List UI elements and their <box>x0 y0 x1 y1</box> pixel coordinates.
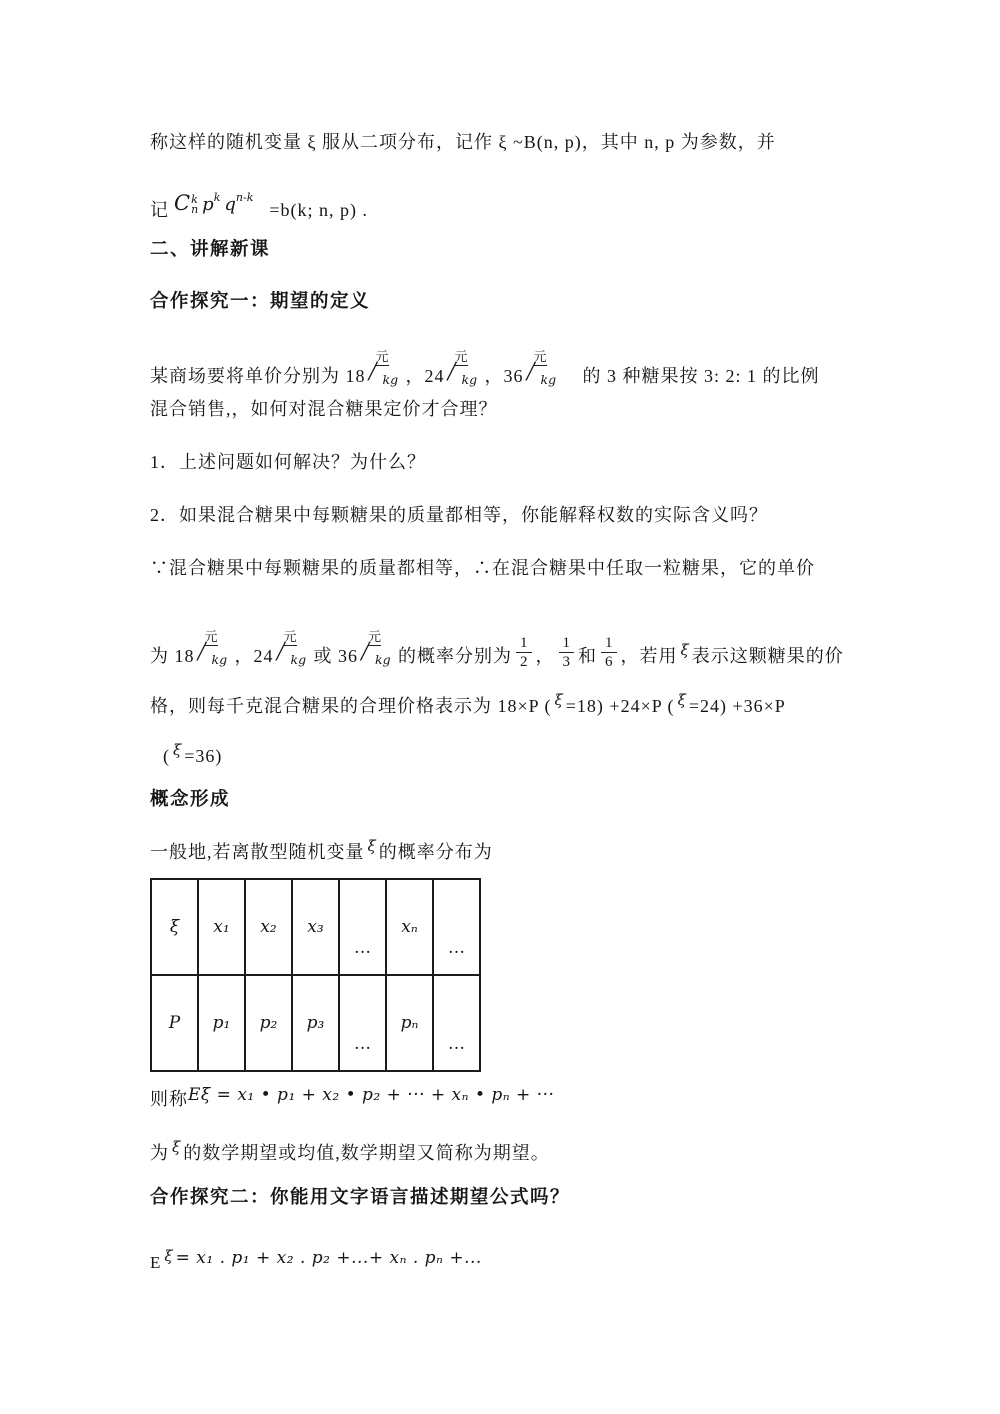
unit-slash: / <box>361 636 369 666</box>
math-C-sub: n <box>191 203 199 216</box>
table-cell-pn: pₙ <box>386 975 433 1071</box>
unit-bottom: kg <box>290 652 307 667</box>
unit-slash: / <box>447 356 456 386</box>
math-C-scripts <box>191 195 198 215</box>
text-line-generally <box>150 834 493 864</box>
fraction-numerator: 1 <box>516 635 532 653</box>
text-candy: 的 3 种糖果按 3: 2: 1 的比例 <box>563 366 820 386</box>
unit-slash: / <box>368 356 377 386</box>
table-cell-ellipsis: … <box>433 879 480 975</box>
unit-top: 元 <box>533 349 547 364</box>
fraction-denominator: 3 <box>562 654 570 670</box>
yuan-per-kg-unit <box>368 350 404 392</box>
fraction-denominator: 2 <box>520 654 528 670</box>
heading-concept-formation: 概念形成 <box>150 789 231 810</box>
text-generally: 一般地,若离散型随机变量 <box>150 842 365 862</box>
text-binomial-suffix: =b(k; n, p) . <box>269 200 369 220</box>
fraction-one-half <box>516 635 532 670</box>
binomial-formula <box>174 191 257 216</box>
expectation-formula-words: = x₁ . p₁ + x₂ . p₂ +...+ xₙ . pₙ +... <box>175 1248 482 1268</box>
unit-top: 元 <box>454 349 468 364</box>
text-then-call: 则称 <box>150 1089 188 1109</box>
xi-symbol: ξ <box>173 741 182 759</box>
table-cell-x2: x₂ <box>245 879 292 975</box>
text-binomial-prefix: 记 <box>150 200 169 220</box>
unit-top: 元 <box>204 629 218 644</box>
text-price: =36) <box>184 746 223 766</box>
table-cell-ellipsis: … <box>339 975 386 1071</box>
table-cell-p2: p₂ <box>245 975 292 1071</box>
probability-distribution-table <box>150 878 481 1072</box>
table-row-values <box>151 879 480 975</box>
text-price: 为 18 <box>150 646 195 666</box>
text-line-expectation-2 <box>150 1244 482 1275</box>
text-line-binomial-1: 称这样的随机变量 ξ 服从二项分布，记作 ξ ~B(n, p)，其中 n, p 为参数，并 <box>150 132 776 152</box>
table-cell-x1: x₁ <box>198 879 245 975</box>
text-candy: 某商场要将单价分别为 18 <box>150 366 366 386</box>
text-line-candy-2: 混合销售,，如何对混合糖果定价才合理？ <box>150 399 498 419</box>
xi-symbol: ξ <box>677 691 686 709</box>
expectation-formula: Eξ = x₁ • p₁ + x₂ • p₂ + ··· + xₙ • pₙ + ··· <box>188 1085 555 1105</box>
text-price: 或 36 <box>313 646 358 666</box>
text-line-candy-1 <box>150 350 820 392</box>
table-cell-xi: ξ <box>151 879 198 975</box>
table-cell-ellipsis: … <box>339 879 386 975</box>
yuan-per-kg-unit <box>360 630 396 672</box>
fraction-one-sixth <box>601 635 617 670</box>
unit-top: 元 <box>375 349 389 364</box>
text-line-price-2 <box>150 688 786 718</box>
fraction-numerator: 1 <box>601 635 617 653</box>
yuan-per-kg-unit <box>197 630 233 672</box>
math-var-E: E <box>150 1253 162 1272</box>
xi-symbol: ξ <box>680 641 689 659</box>
text-price: ( <box>163 746 170 766</box>
unit-slash: / <box>197 636 206 666</box>
text-price: ，24 <box>234 646 274 666</box>
xi-symbol: ξ <box>367 837 376 855</box>
text-line-question-2: 2．如果混合糖果中每颗糖果的质量都相等，你能解释权数的实际含义吗？ <box>150 505 768 525</box>
unit-top: 元 <box>368 629 382 644</box>
text-meaning: 的数学期望或均值,数学期望又简称为期望。 <box>183 1143 550 1163</box>
fraction-one-third <box>559 635 575 670</box>
text-price: ， <box>535 646 555 666</box>
xi-symbol: ξ <box>554 691 563 709</box>
text-line-because: ∵混合糖果中每颗糖果的质量都相等，∴在混合糖果中任取一粒糖果，它的单价 <box>150 558 815 578</box>
table-cell-xn: xₙ <box>386 879 433 975</box>
unit-top: 元 <box>283 629 297 644</box>
xi-symbol: ξ <box>164 1247 173 1265</box>
heading-explore-1: 合作探究一：期望的定义 <box>150 291 371 312</box>
text-price: 的概率分别为 <box>398 646 512 666</box>
yuan-per-kg-unit <box>447 350 483 392</box>
text-price: =18) +24×P ( <box>565 696 675 716</box>
text-line-price-3 <box>163 738 222 768</box>
text-price: =24) +36×P <box>688 696 786 716</box>
unit-bottom: kg <box>540 372 557 387</box>
text-price: 表示这颗糖果的价 <box>691 646 844 666</box>
text-line-question-1: 1．上述问题如何解决？为什么？ <box>150 452 426 472</box>
table-row-probabilities <box>151 975 480 1071</box>
math-C-sup: k <box>191 193 198 206</box>
unit-slash: / <box>276 636 285 666</box>
text-generally: 的概率分布为 <box>378 842 493 862</box>
fraction-numerator: 1 <box>559 635 575 653</box>
heading-explore-2: 合作探究二：你能用文字语言描述期望公式吗？ <box>150 1187 571 1208</box>
text-price: ，若用 <box>620 646 678 666</box>
table-cell-P: P <box>151 975 198 1071</box>
math-p-sup: k <box>213 191 221 204</box>
yuan-per-kg-unit <box>526 350 562 392</box>
math-var-C: C <box>174 191 191 215</box>
unit-slash: / <box>526 356 535 386</box>
unit-bottom: kg <box>375 652 391 667</box>
unit-bottom: kg <box>382 372 399 387</box>
table-cell-p3: p₃ <box>292 975 339 1071</box>
text-line-then-call <box>150 1083 554 1111</box>
text-line-binomial-2 <box>150 186 368 222</box>
text-candy: ，36 <box>484 366 524 386</box>
table-cell-x3: x₃ <box>292 879 339 975</box>
yuan-per-kg-unit <box>276 630 312 672</box>
math-q-sup: n-k <box>235 191 254 204</box>
table-cell-ellipsis: … <box>433 975 480 1071</box>
text-meaning: 为 <box>150 1143 169 1163</box>
table-cell-p1: p₁ <box>198 975 245 1071</box>
text-line-meaning <box>150 1135 550 1165</box>
text-price: 格，则每千克混合糖果的合理价格表示为 18×P ( <box>150 696 552 716</box>
math-var-p: p <box>202 194 214 215</box>
fraction-denominator: 6 <box>605 654 613 670</box>
math-var-q: q <box>224 194 236 215</box>
text-line-price-1 <box>150 630 844 672</box>
xi-symbol: ξ <box>172 1138 181 1156</box>
text-price: 和 <box>578 646 597 666</box>
unit-bottom: kg <box>211 652 228 667</box>
text-candy: ，24 <box>405 366 445 386</box>
heading-new-lesson: 二、讲解新课 <box>150 239 271 260</box>
unit-bottom: kg <box>461 372 478 387</box>
